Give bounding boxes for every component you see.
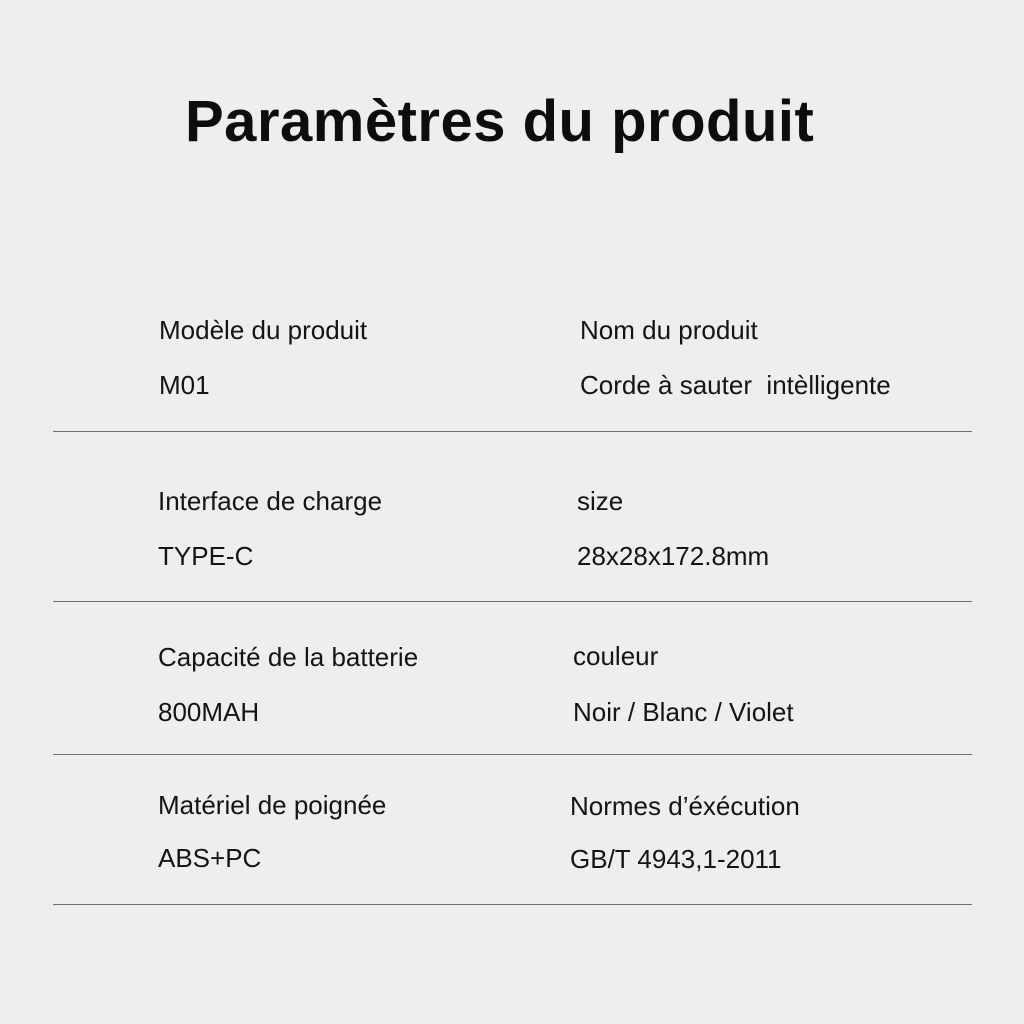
row-divider [53,601,972,602]
spec-label: Matériel de poignée [158,790,387,820]
row-divider [53,904,972,905]
spec-label: Modèle du produit [159,315,368,345]
spec-label: Interface de charge [158,486,383,516]
row-divider [53,754,972,755]
spec-value: ABS+PC [158,843,262,873]
spec-label: Nom du produit [580,315,758,345]
spec-value: GB/T 4943,1-2011 [570,844,782,874]
spec-label: Normes d’éxécution [570,791,800,821]
spec-label: Capacité de la batterie [158,642,419,672]
spec-value: M01 [159,370,210,400]
spec-label: couleur [573,641,659,671]
row-divider [53,431,972,432]
spec-value: Corde à sauter intèlligente [580,370,891,400]
spec-value: 800MAH [158,697,260,727]
spec-value: 28x28x172.8mm [577,541,770,571]
spec-label: size [577,486,624,516]
page-title: Paramètres du produit [185,89,815,154]
spec-value: Noir / Blanc / Violet [573,697,794,727]
spec-value: TYPE-C [158,541,254,571]
